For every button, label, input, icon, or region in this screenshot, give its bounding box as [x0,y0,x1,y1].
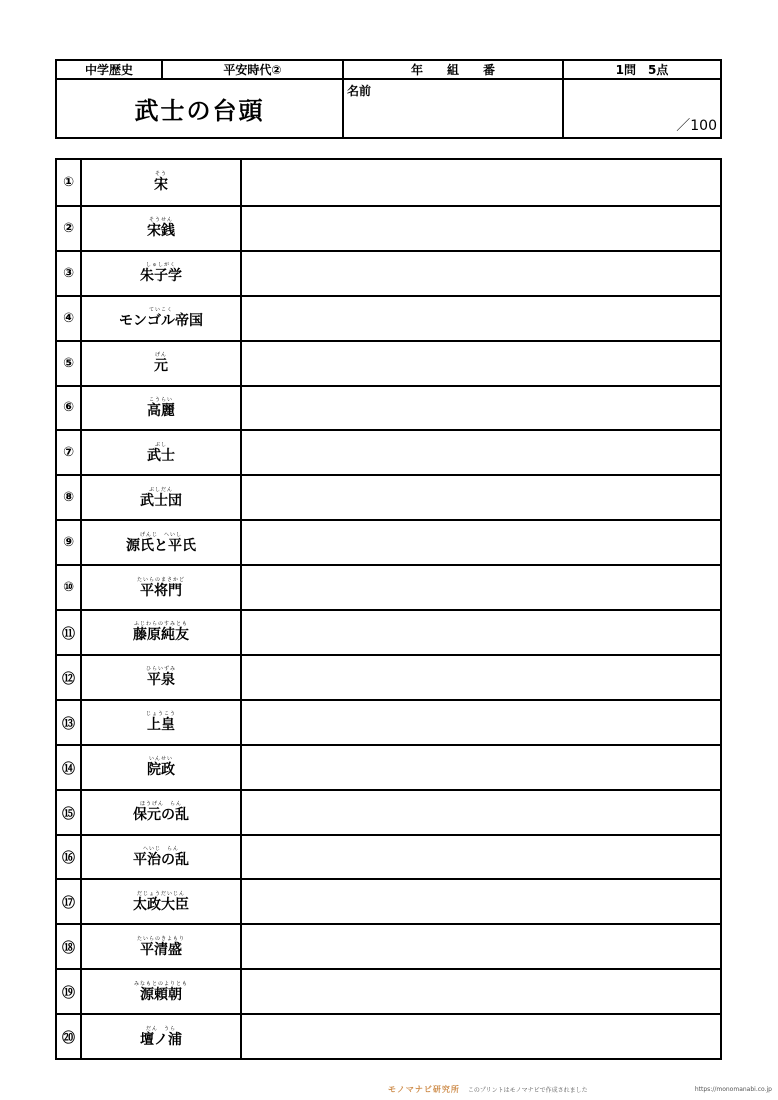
answer-field[interactable] [242,252,720,295]
question-term: 武士 [147,447,175,464]
question-number: ⑭ [61,761,75,777]
question-term-cell [82,925,240,968]
question-term: 平清盛 [140,941,182,958]
question-row [57,564,720,609]
question-row [57,519,720,564]
furigana: ひらいずみ [145,666,176,673]
question-term-cell [82,746,240,789]
question-term-cell [82,521,240,564]
question-term: モンゴル帝国 [119,313,203,330]
unit-label: 平安時代② [223,63,282,77]
question-number: ⑯ [61,851,75,867]
question-table [55,158,722,1060]
question-term-cell [82,880,240,923]
question-number: ⑮ [61,806,75,822]
furigana: たいらのきよもり [136,935,185,942]
question-row [57,429,720,474]
question-term-cell [82,701,240,744]
question-number: ④ [62,310,74,326]
question-number: ⑧ [62,490,74,506]
question-number: ⑲ [61,986,75,1002]
question-term-cell [82,476,240,519]
question-number: ⑥ [62,400,74,416]
answer-field[interactable] [242,1015,720,1058]
furigana: ふじわらのすみとも [133,621,188,628]
furigana: へいじ らん [142,845,179,852]
question-row [57,744,720,789]
furigana: だん うら [145,1025,176,1032]
question-row [57,340,720,385]
question-row [57,250,720,295]
question-term-cell [82,297,240,340]
question-term: 元 [154,358,168,375]
question-term-cell [82,656,240,699]
question-number: ⑫ [61,671,75,687]
question-term-cell [82,342,240,385]
answer-field[interactable] [242,297,720,340]
question-row [57,385,720,430]
answer-field[interactable] [242,476,720,519]
question-number: ① [62,174,74,190]
question-number: ③ [62,265,74,281]
question-term: 平将門 [140,582,182,599]
points-label: 1問 5点 [615,63,669,77]
question-number: ⑨ [62,535,74,551]
answer-field[interactable] [242,611,720,654]
question-row [57,205,720,250]
answer-field[interactable] [242,970,720,1013]
footer-text: このプリントはモノマナビで作成されました [467,1086,588,1094]
furigana: ほうげん らん [139,801,182,808]
question-term-cell [82,836,240,879]
question-row [57,160,720,205]
question-term: 上皇 [147,717,175,734]
question-term-cell [82,387,240,430]
question-number: ⑪ [61,626,75,642]
answer-field[interactable] [242,836,720,879]
worksheet-title: 武士の台頭 [134,97,265,125]
question-term-cell [82,791,240,834]
answer-field[interactable] [242,925,720,968]
question-row [57,834,720,879]
question-number: ⑬ [61,716,75,732]
furigana: げんじ へいし [139,531,182,538]
question-term-cell [82,1015,240,1058]
furigana: じょうこう [145,711,176,718]
question-number: ⑦ [62,445,74,461]
question-term: 朱子学 [140,268,182,285]
answer-field[interactable] [242,387,720,430]
question-term-cell [82,611,240,654]
question-term-cell [82,207,240,250]
question-term: 保元の乱 [133,807,189,824]
answer-field[interactable] [242,701,720,744]
answer-field[interactable] [242,880,720,923]
question-row [57,474,720,519]
question-term: 院政 [147,762,175,779]
question-term-cell [82,252,240,295]
question-row [57,789,720,834]
footer [388,1082,772,1096]
question-number: ⑱ [61,941,75,957]
furigana: ぶし [154,441,167,448]
question-row [57,654,720,699]
question-term: 宋銭 [147,223,175,240]
furigana: こうらい [148,396,173,403]
furigana: たいらのまさかど [136,576,185,583]
furigana: いんせい [148,756,173,763]
question-term: 高麗 [147,402,175,419]
furigana: そうせん [148,217,173,224]
furigana: げん [154,352,167,359]
question-term-cell [82,431,240,474]
score-total: ／100 [676,118,717,134]
question-term: 平治の乱 [133,851,189,868]
question-row [57,1013,720,1058]
question-row [57,878,720,923]
header-table [55,59,722,139]
question-term: 壇ノ浦 [140,1031,182,1048]
class-number-label: 年 組 番 [410,63,495,77]
question-row [57,699,720,744]
question-term: 源氏と平氏 [126,537,196,554]
footer-url[interactable]: https://monomanabi.co.jp [694,1085,772,1093]
score-box[interactable] [564,80,720,137]
answer-field[interactable] [242,656,720,699]
question-number: ⑩ [62,580,74,596]
question-term-cell [82,566,240,609]
header-top-row [57,61,720,80]
question-row [57,295,720,340]
question-term: 源頼朝 [140,986,182,1003]
question-row [57,923,720,968]
answer-field[interactable] [242,207,720,250]
furigana: しゅしがく [145,262,176,269]
answer-field[interactable] [242,342,720,385]
furigana: みなもとのよりとも [133,980,188,987]
answer-field[interactable] [242,746,720,789]
answer-field[interactable] [242,160,720,205]
question-row [57,609,720,654]
question-term: 平泉 [147,672,175,689]
footer-logo: モノマナビ研究所 [388,1084,460,1094]
question-term: 藤原純友 [133,627,189,644]
answer-field[interactable] [242,566,720,609]
question-term-cell [82,970,240,1013]
furigana: ぶしだん [148,486,173,493]
divider [342,61,344,137]
answer-field[interactable] [242,431,720,474]
question-number: ⑳ [61,1031,75,1047]
question-term: 宋 [154,177,168,194]
subject-label: 中学歴史 [84,63,133,77]
answer-field[interactable] [242,791,720,834]
answer-field[interactable] [242,521,720,564]
name-field-label: 名前 [347,84,372,98]
question-term: 太政大臣 [133,896,189,913]
question-number: ② [62,220,74,236]
furigana: ていこく [148,307,173,314]
question-term-cell [82,160,240,205]
question-number: ⑰ [61,896,75,912]
furigana: そう [154,171,167,178]
question-term: 武士団 [140,492,182,509]
question-row [57,968,720,1013]
furigana: だじょうだいじん [136,890,185,897]
question-number: ⑤ [62,355,74,371]
